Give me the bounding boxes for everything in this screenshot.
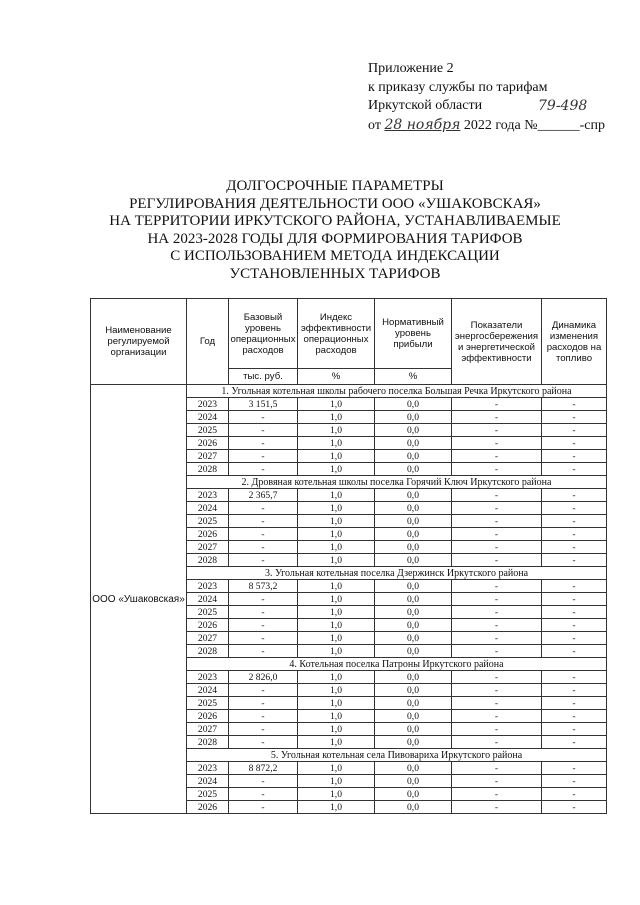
cell-index: 1,0 [298, 697, 375, 710]
cell-index: 1,0 [298, 411, 375, 424]
cell-base: - [229, 554, 298, 567]
handwritten-order-number: 79-498 [538, 98, 588, 114]
cell-energy: - [452, 593, 542, 606]
cell-index: 1,0 [298, 528, 375, 541]
cell-profit: 0,0 [375, 619, 452, 632]
cell-year: 2025 [187, 788, 229, 801]
cell-fuel: - [542, 411, 607, 424]
cell-year: 2025 [187, 515, 229, 528]
cell-index: 1,0 [298, 606, 375, 619]
cell-base: 8 872,2 [229, 762, 298, 775]
title-line-6: УСТАНОВЛЕННЫХ ТАРИФОВ [229, 265, 441, 282]
cell-index: 1,0 [298, 424, 375, 437]
cell-profit: 0,0 [375, 437, 452, 450]
cell-energy: - [452, 801, 542, 814]
cell-index: 1,0 [298, 593, 375, 606]
cell-profit: 0,0 [375, 736, 452, 749]
cell-energy: - [452, 489, 542, 502]
header-row [91, 299, 607, 369]
cell-year: 2024 [187, 411, 229, 424]
cell-base: - [229, 502, 298, 515]
cell-fuel: - [542, 502, 607, 515]
cell-fuel: - [542, 541, 607, 554]
cell-fuel: - [542, 463, 607, 476]
cell-index: 1,0 [298, 450, 375, 463]
cell-year: 2024 [187, 775, 229, 788]
cell-index: 1,0 [298, 580, 375, 593]
cell-base: - [229, 515, 298, 528]
cell-index: 1,0 [298, 632, 375, 645]
cell-fuel: - [542, 606, 607, 619]
cell-energy: - [452, 515, 542, 528]
cell-energy: - [452, 411, 542, 424]
date-suffix: 2022 года № [463, 117, 538, 133]
cell-fuel: - [542, 489, 607, 502]
cell-fuel: - [542, 684, 607, 697]
section-title: 4. Котельная поселка Патроны Иркутского района [187, 658, 607, 671]
cell-year: 2028 [187, 736, 229, 749]
cell-fuel: - [542, 762, 607, 775]
cell-base: - [229, 541, 298, 554]
cell-fuel: - [542, 619, 607, 632]
cell-year: 2023 [187, 671, 229, 684]
cell-profit: 0,0 [375, 632, 452, 645]
cell-index: 1,0 [298, 710, 375, 723]
cell-year: 2023 [187, 580, 229, 593]
cell-fuel: - [542, 697, 607, 710]
cell-fuel: - [542, 424, 607, 437]
cell-index: 1,0 [298, 619, 375, 632]
cell-year: 2028 [187, 645, 229, 658]
cell-fuel: - [542, 736, 607, 749]
cell-profit: 0,0 [375, 463, 452, 476]
cell-year: 2027 [187, 632, 229, 645]
cell-profit: 0,0 [375, 541, 452, 554]
cell-energy: - [452, 424, 542, 437]
cell-index: 1,0 [298, 723, 375, 736]
header-org: Наименование регулируемой организации [91, 299, 187, 385]
cell-energy: - [452, 541, 542, 554]
cell-index: 1,0 [298, 684, 375, 697]
header-fuel: Динамика изменения расходов на топливо [542, 299, 607, 385]
cell-fuel: - [542, 450, 607, 463]
header-base: Базовый уровень операционных расходов [229, 299, 298, 369]
cell-year: 2025 [187, 606, 229, 619]
appendix-header [368, 60, 605, 135]
cell-profit: 0,0 [375, 723, 452, 736]
cell-base: - [229, 775, 298, 788]
cell-index: 1,0 [298, 762, 375, 775]
appendix-date-line [368, 116, 605, 136]
cell-year: 2024 [187, 502, 229, 515]
unit-profit: % [375, 369, 452, 385]
cell-energy: - [452, 684, 542, 697]
cell-year: 2026 [187, 437, 229, 450]
cell-fuel: - [542, 775, 607, 788]
cell-year: 2027 [187, 541, 229, 554]
document-title [90, 178, 580, 284]
cell-energy: - [452, 723, 542, 736]
title-line-1: ДОЛГОСРОЧНЫЕ ПАРАМЕТРЫ [226, 178, 444, 194]
cell-profit: 0,0 [375, 645, 452, 658]
cell-index: 1,0 [298, 671, 375, 684]
cell-year: 2024 [187, 593, 229, 606]
cell-year: 2023 [187, 398, 229, 411]
cell-index: 1,0 [298, 515, 375, 528]
header-profit: Нормативный уровень прибыли [375, 299, 452, 369]
cell-base: - [229, 788, 298, 801]
cell-fuel: - [542, 437, 607, 450]
cell-index: 1,0 [298, 398, 375, 411]
title-line-5: С ИСПОЛЬЗОВАНИЕМ МЕТОДА ИНДЕКСАЦИИ [170, 248, 500, 265]
cell-base: - [229, 463, 298, 476]
cell-year: 2026 [187, 710, 229, 723]
cell-year: 2027 [187, 723, 229, 736]
order-number-suffix: -спр [579, 117, 605, 133]
cell-year: 2027 [187, 450, 229, 463]
cell-base: 3 151,5 [229, 398, 298, 411]
cell-index: 1,0 [298, 489, 375, 502]
cell-base: - [229, 437, 298, 450]
cell-fuel: - [542, 645, 607, 658]
section-title: 3. Угольная котельная поселка Дзержинск Иркутского района [187, 567, 607, 580]
cell-energy: - [452, 580, 542, 593]
cell-profit: 0,0 [375, 515, 452, 528]
handwritten-date: 28 ноября [384, 116, 461, 133]
cell-energy: - [452, 736, 542, 749]
cell-index: 1,0 [298, 775, 375, 788]
cell-energy: - [452, 632, 542, 645]
title-line-3: НА ТЕРРИТОРИИ ИРКУТСКОГО РАЙОНА, УСТАНАВЛИВАЕМЫЕ [109, 213, 561, 230]
cell-year: 2023 [187, 489, 229, 502]
cell-base: - [229, 801, 298, 814]
date-prefix: от [368, 117, 381, 133]
cell-index: 1,0 [298, 554, 375, 567]
cell-energy: - [452, 788, 542, 801]
section-title: 1. Угольная котельная школы рабочего поселка Большая Речка Иркутского района [187, 385, 607, 398]
cell-base: - [229, 710, 298, 723]
appendix-line-2: к приказу службы по тарифам [368, 79, 548, 95]
cell-profit: 0,0 [375, 801, 452, 814]
cell-energy: - [452, 697, 542, 710]
cell-profit: 0,0 [375, 697, 452, 710]
cell-base: - [229, 697, 298, 710]
header-index: Индекс эффективности операционных расходов [298, 299, 375, 369]
cell-energy: - [452, 554, 542, 567]
header-energy: Показатели энергосбережения и энергетической эффективности [452, 299, 542, 385]
cell-energy: - [452, 775, 542, 788]
cell-profit: 0,0 [375, 788, 452, 801]
cell-base: 2 365,7 [229, 489, 298, 502]
cell-profit: 0,0 [375, 684, 452, 697]
cell-profit: 0,0 [375, 411, 452, 424]
cell-year: 2024 [187, 684, 229, 697]
cell-fuel: - [542, 593, 607, 606]
cell-year: 2026 [187, 801, 229, 814]
unit-index: % [298, 369, 375, 385]
cell-energy: - [452, 671, 542, 684]
cell-energy: - [452, 645, 542, 658]
cell-fuel: - [542, 580, 607, 593]
cell-index: 1,0 [298, 801, 375, 814]
cell-fuel: - [542, 632, 607, 645]
cell-base: - [229, 723, 298, 736]
cell-year: 2028 [187, 463, 229, 476]
cell-profit: 0,0 [375, 502, 452, 515]
section-title: 2. Дровяная котельная школы поселка Горячий Ключ Иркутского района [187, 476, 607, 489]
cell-year: 2026 [187, 619, 229, 632]
cell-energy: - [452, 463, 542, 476]
cell-base: - [229, 645, 298, 658]
cell-energy: - [452, 437, 542, 450]
title-line-4: НА 2023-2028 ГОДЫ ДЛЯ ФОРМИРОВАНИЯ ТАРИФОВ [147, 230, 523, 247]
cell-base: - [229, 593, 298, 606]
cell-index: 1,0 [298, 645, 375, 658]
cell-base: - [229, 684, 298, 697]
cell-index: 1,0 [298, 788, 375, 801]
section-title: 5. Угольная котельная села Пивовариха Иркутского района [187, 749, 607, 762]
cell-year: 2025 [187, 424, 229, 437]
cell-base: 2 826,0 [229, 671, 298, 684]
org-name-cell: ООО «Ушаковская» [91, 385, 187, 814]
order-number-blank: ______ [537, 117, 580, 133]
appendix-line-1: Приложение 2 [368, 61, 454, 76]
cell-index: 1,0 [298, 463, 375, 476]
cell-energy: - [452, 450, 542, 463]
cell-fuel: - [542, 723, 607, 736]
cell-profit: 0,0 [375, 593, 452, 606]
cell-base: - [229, 606, 298, 619]
cell-profit: 0,0 [375, 606, 452, 619]
cell-energy: - [452, 528, 542, 541]
title-line-2: РЕГУЛИРОВАНИЯ ДЕЯТЕЛЬНОСТИ ООО «УШАКОВСКАЯ» [129, 195, 541, 212]
cell-index: 1,0 [298, 541, 375, 554]
unit-base: тыс. руб. [229, 369, 298, 385]
cell-base: - [229, 736, 298, 749]
cell-base: - [229, 424, 298, 437]
cell-year: 2023 [187, 762, 229, 775]
cell-fuel: - [542, 515, 607, 528]
cell-profit: 0,0 [375, 710, 452, 723]
cell-energy: - [452, 502, 542, 515]
cell-base: - [229, 619, 298, 632]
cell-base: - [229, 411, 298, 424]
cell-year: 2025 [187, 697, 229, 710]
cell-fuel: - [542, 671, 607, 684]
cell-base: 8 573,2 [229, 580, 298, 593]
cell-profit: 0,0 [375, 554, 452, 567]
cell-fuel: - [542, 528, 607, 541]
cell-profit: 0,0 [375, 450, 452, 463]
cell-year: 2026 [187, 528, 229, 541]
cell-profit: 0,0 [375, 775, 452, 788]
parameters-table [90, 298, 607, 814]
cell-energy: - [452, 619, 542, 632]
cell-profit: 0,0 [375, 489, 452, 502]
cell-base: - [229, 450, 298, 463]
cell-fuel: - [542, 554, 607, 567]
cell-energy: - [452, 710, 542, 723]
cell-base: - [229, 632, 298, 645]
cell-profit: 0,0 [375, 424, 452, 437]
cell-fuel: - [542, 398, 607, 411]
cell-fuel: - [542, 801, 607, 814]
cell-fuel: - [542, 710, 607, 723]
cell-profit: 0,0 [375, 398, 452, 411]
appendix-line-3: Иркутской области [368, 98, 483, 113]
header-year: Год [187, 299, 229, 385]
cell-profit: 0,0 [375, 762, 452, 775]
cell-index: 1,0 [298, 437, 375, 450]
cell-index: 1,0 [298, 736, 375, 749]
cell-year: 2028 [187, 554, 229, 567]
cell-energy: - [452, 398, 542, 411]
cell-profit: 0,0 [375, 528, 452, 541]
cell-base: - [229, 528, 298, 541]
section-row [91, 385, 607, 398]
cell-energy: - [452, 762, 542, 775]
cell-profit: 0,0 [375, 671, 452, 684]
cell-energy: - [452, 606, 542, 619]
cell-profit: 0,0 [375, 580, 452, 593]
cell-index: 1,0 [298, 502, 375, 515]
cell-fuel: - [542, 788, 607, 801]
